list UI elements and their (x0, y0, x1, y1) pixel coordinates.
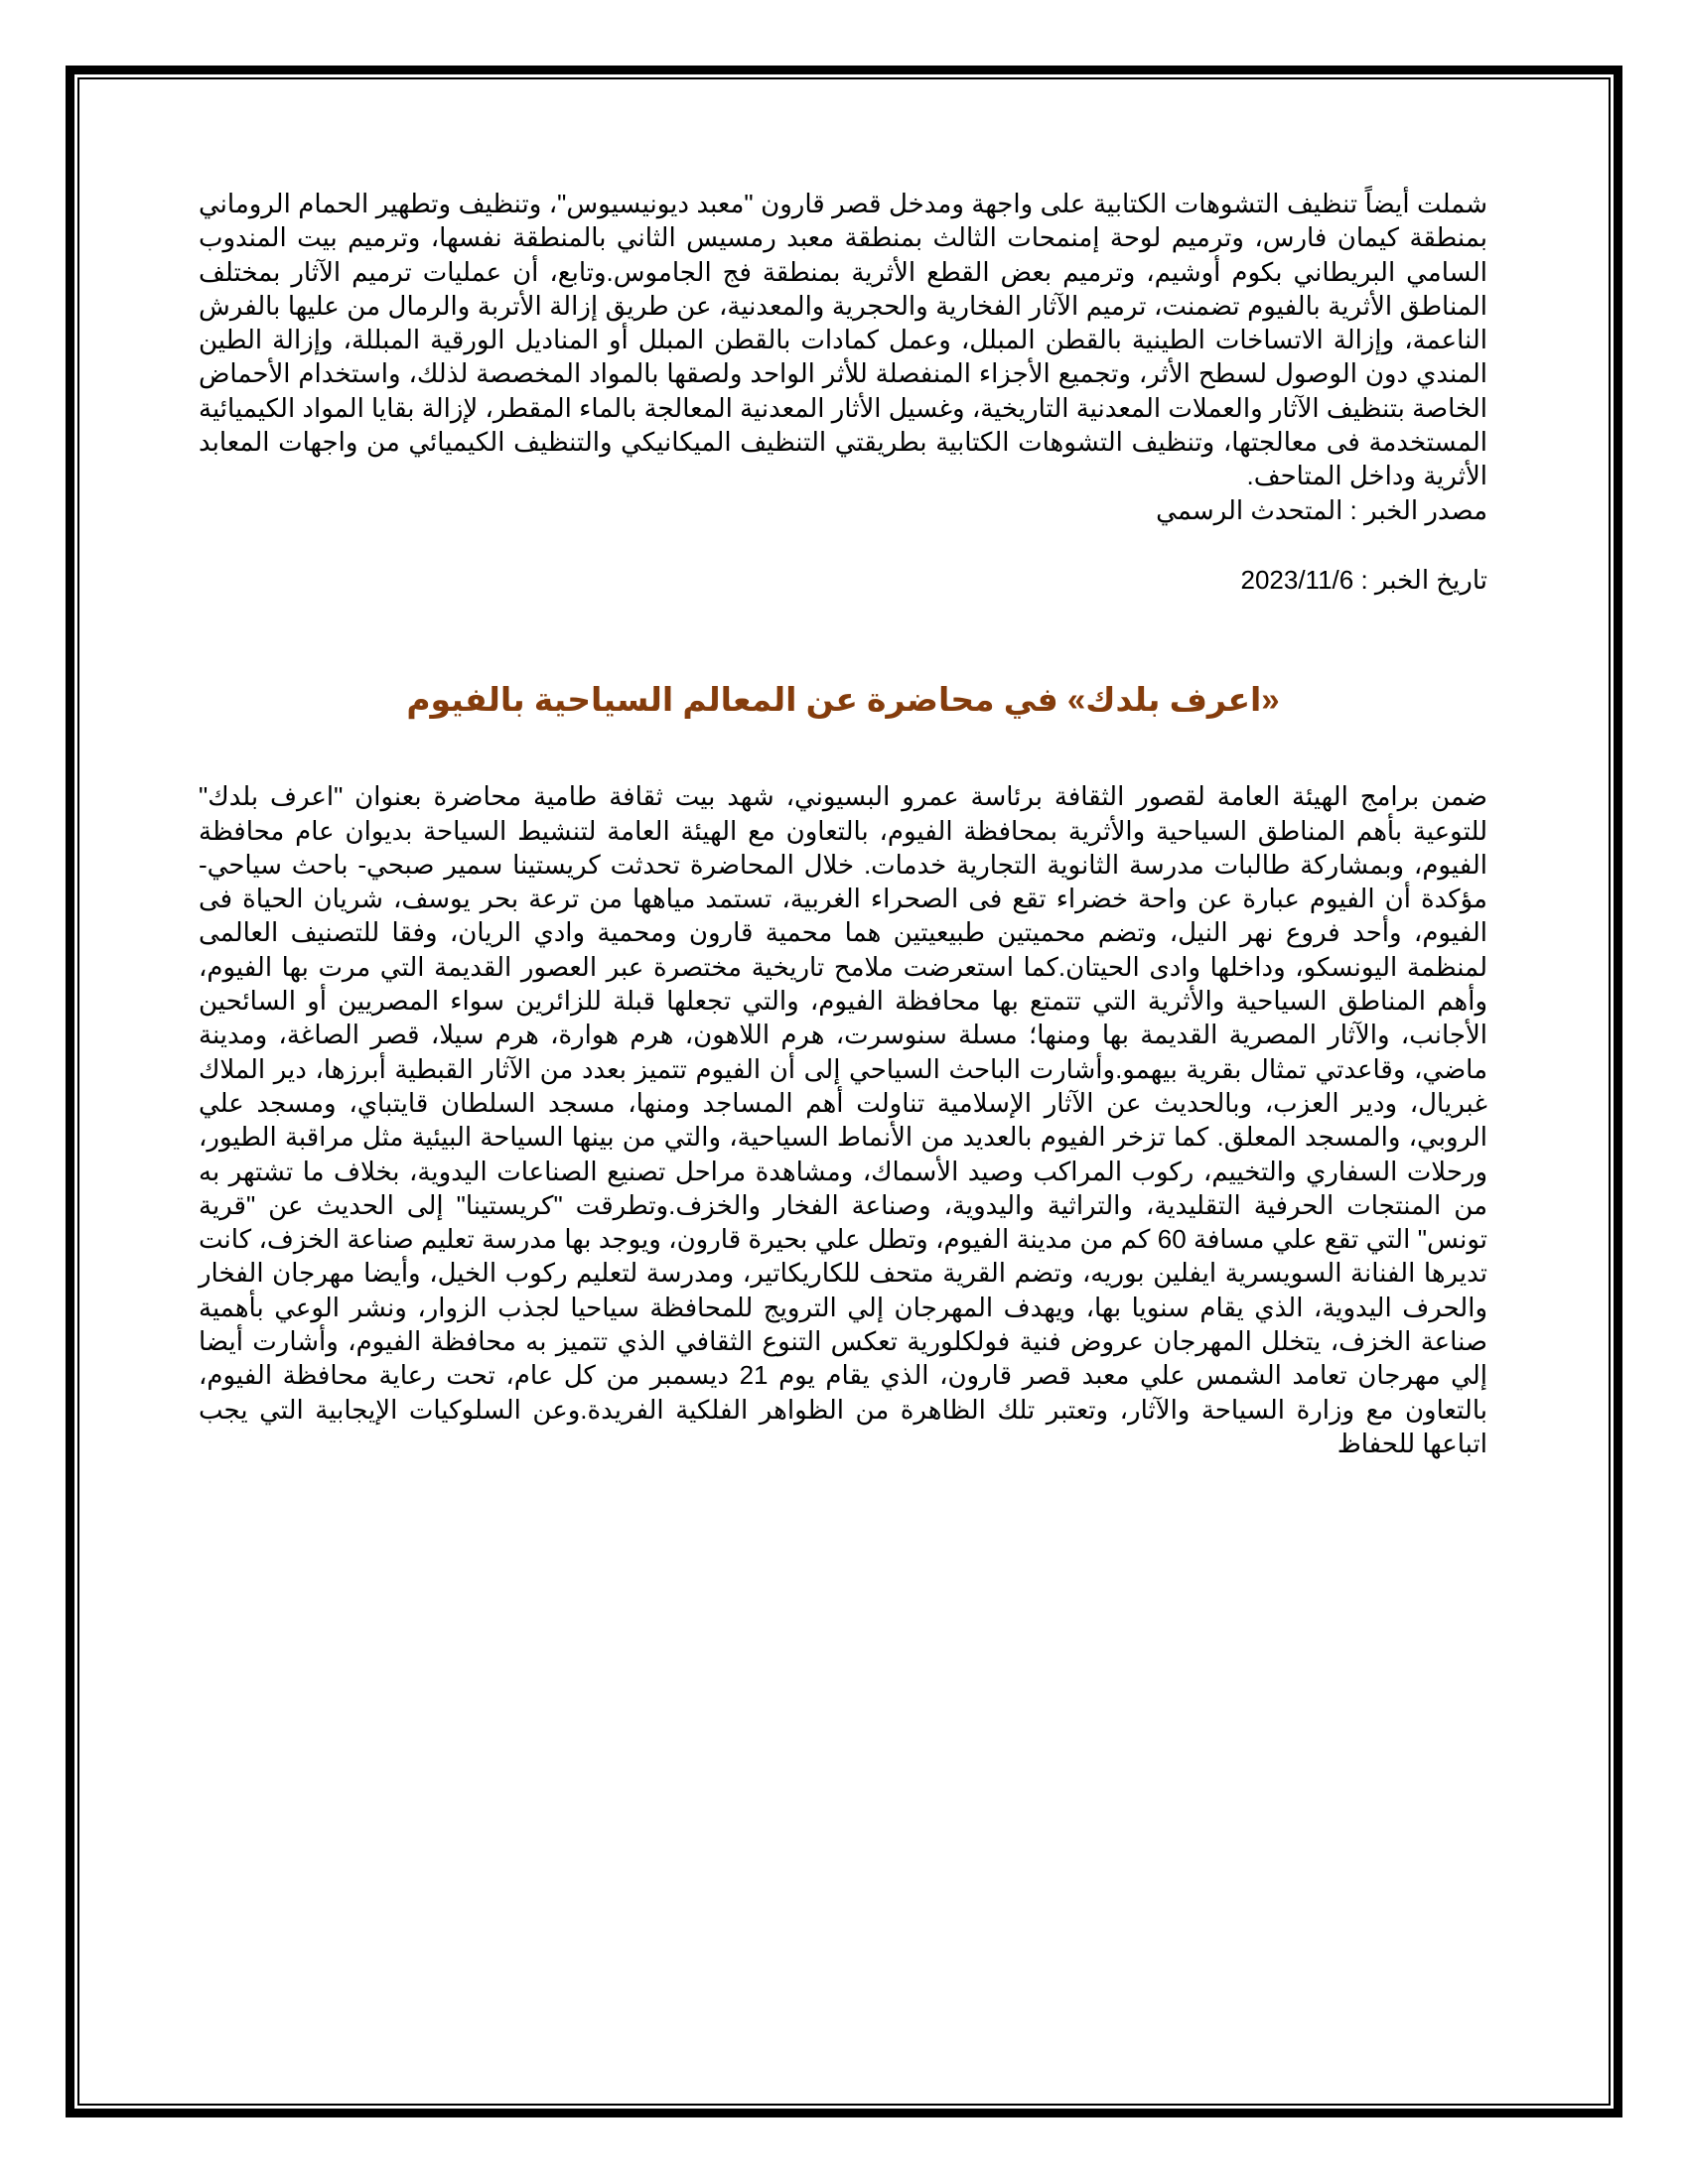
news-source-label: مصدر الخبر : (1349, 494, 1487, 525)
article-2-title: «اعرف بلدك» في محاضرة عن المعالم السياحية بالفيوم (406, 681, 1280, 719)
document-page (199, 187, 1487, 1460)
article-1 (199, 187, 1487, 597)
article-2 (199, 678, 1487, 1460)
news-date (199, 563, 1487, 597)
news-source-value: المتحدث الرسمي (1156, 494, 1343, 525)
news-source (199, 493, 1487, 527)
article-2-body: ضمن برامج الهيئة العامة لقصور الثقافة برئاسة عمرو البسيوني، شهد بيت ثقافة طامية محاضرة بعنوان "اعرف بلدك" للتوعية بأهم المناطق السياحية والأثرية بمحافظة الفيوم، بالتعاون مع الهيئة العامة لتنشيط السياحة بديوان عام محافظة الفيوم، وبمشاركة طالبات مدرسة الثانوية التجارية خدمات. خلال المحاضرة تحدثت كريستينا سمير صبحي- باحث سياحي- مؤكدة أن الفيوم عبارة عن واحة خضراء تقع فى الصحراء الغربية، تستمد مياهها من ترعة بحر يوسف، شريان الحياة فى الفيوم، وأحد فروع نهر النيل، وتضم محميتين طبيعيتين هما محمية قارون ومحمية وادي الريان، وفقا للتصنيف العالمى لمنظمة اليونسكو، وداخلها وادى الحيتان.كما استعرضت ملامح تاريخية مختصرة عبر العصور القديمة التي مرت بها الفيوم، وأهم المناطق السياحية والأثرية التي تتمتع بها محافظة الفيوم، والتي تجعلها قبلة للزائرين سواء المصريين أو السائحين الأجانب، والآثار المصرية القديمة بها ومنها؛ مسلة سنوسرت، هرم اللاهون، هرم هوارة، هرم سيلا، قصر الصاغة، ومدينة ماضي، وقاعدتي تمثال بقرية بيهمو.وأشارت الباحث السياحي إلى أن الفيوم تتميز بعدد من الآثار القبطية أبرزها، دير الملاك غبريال، ودير العزب، وبالحديث عن الآثار الإسلامية تناولت أهم المساجد ومنها، مسجد السلطان قايتباي، ومسجد علي الروبي، والمسجد المعلق. كما تزخر الفيوم بالعديد من الأنماط السياحية، والتي من بينها السياحة البيئية مثل مراقبة الطيور، ورحلات السفاري والتخييم، ركوب المراكب وصيد الأسماك، ومشاهدة مراحل تصنيع الصناعات اليدوية، بخلاف ما تشتهر به من المنتجات الحرفية التقليدية، والتراثية واليدوية، وصناعة الفخار والخزف.وتطرقت "كريستينا" إلى الحديث عن "قرية تونس" التي تقع علي مسافة 60 كم من مدينة الفيوم، وتطل علي بحيرة قارون، ويوجد بها مدرسة تعليم صناعة الخزف، كانت تديرها الفنانة السويسرية ايفلين بوريه، وتضم القرية متحف للكاريكاتير، ومدرسة لتعليم ركوب الخيل، وأيضا مهرجان الفخار والحرف اليدوية، الذي يقام سنويا بها، ويهدف المهرجان إلي الترويج للمحافظة سياحيا لجذب الزوار، ونشر الوعي بأهمية صناعة الخزف، يتخلل المهرجان عروض فنية فولكلورية تعكس التنوع الثقافي الذي تتميز به محافظة الفيوم، وأشارت أيضا إلي مهرجان تعامد الشمس علي معبد قصر قارون، الذي يقام يوم 21 ديسمبر من كل عام، تحت رعاية محافظة الفيوم، بالتعاون مع وزارة السياحة والآثار، وتعتبر تلك الظاهرة من الظواهر الفلكية الفريدة.وعن السلوكيات الإيجابية التي يجب اتباعها للحفاظ (199, 781, 1488, 1458)
news-date-value: 2023/11/6 (1240, 564, 1354, 595)
article-1-body: شملت أيضاً تنظيف التشوهات الكتابية على واجهة ومدخل قصر قارون "معبد ديونيسيوس"، وتنظيف وتطهير الحمام الروماني بمنطقة كيمان فارس، وترميم لوحة إمنمحات الثالث بمنطقة معبد رمسيس الثاني بالمنطقة نفسها، وترميم بيت المندوب السامي البريطاني بكوم أوشيم، وترميم بعض القطع الأثرية بمنطقة فج الجاموس.وتابع، أن عمليات ترميم الآثار بمختلف المناطق الأثرية بالفيوم تضمنت، ترميم الآثار الفخارية والحجرية والمعدنية، عن طريق إزالة الأتربة والرمال من عليها بالفرش الناعمة، وإزالة الاتساخات الطينية بالقطن المبلل، وعمل كمادات بالقطن المبلل أو المناديل الورقية المبللة، وإزالة الطين المندي دون الوصول لسطح الأثر، وتجميع الأجزاء المنفصلة للأثر الواحد ولصقها بالمواد المخصصة لذلك، واستخدام الأحماض الخاصة بتنظيف الآثار والعملات المعدنية التاريخية، وغسيل الأثار المعدنية المعالجة بالماء المقطر، لإزالة بقايا المواد الكيميائية المستخدمة فى معالجتها، وتنظيف التشوهات الكتابية بطريقتي التنظيف الميكانيكي والتنظيف الكيميائي من واجهات المعابد الأثرية وداخل المتاحف. (199, 189, 1487, 491)
news-date-label: تاريخ الخبر : (1360, 564, 1487, 595)
